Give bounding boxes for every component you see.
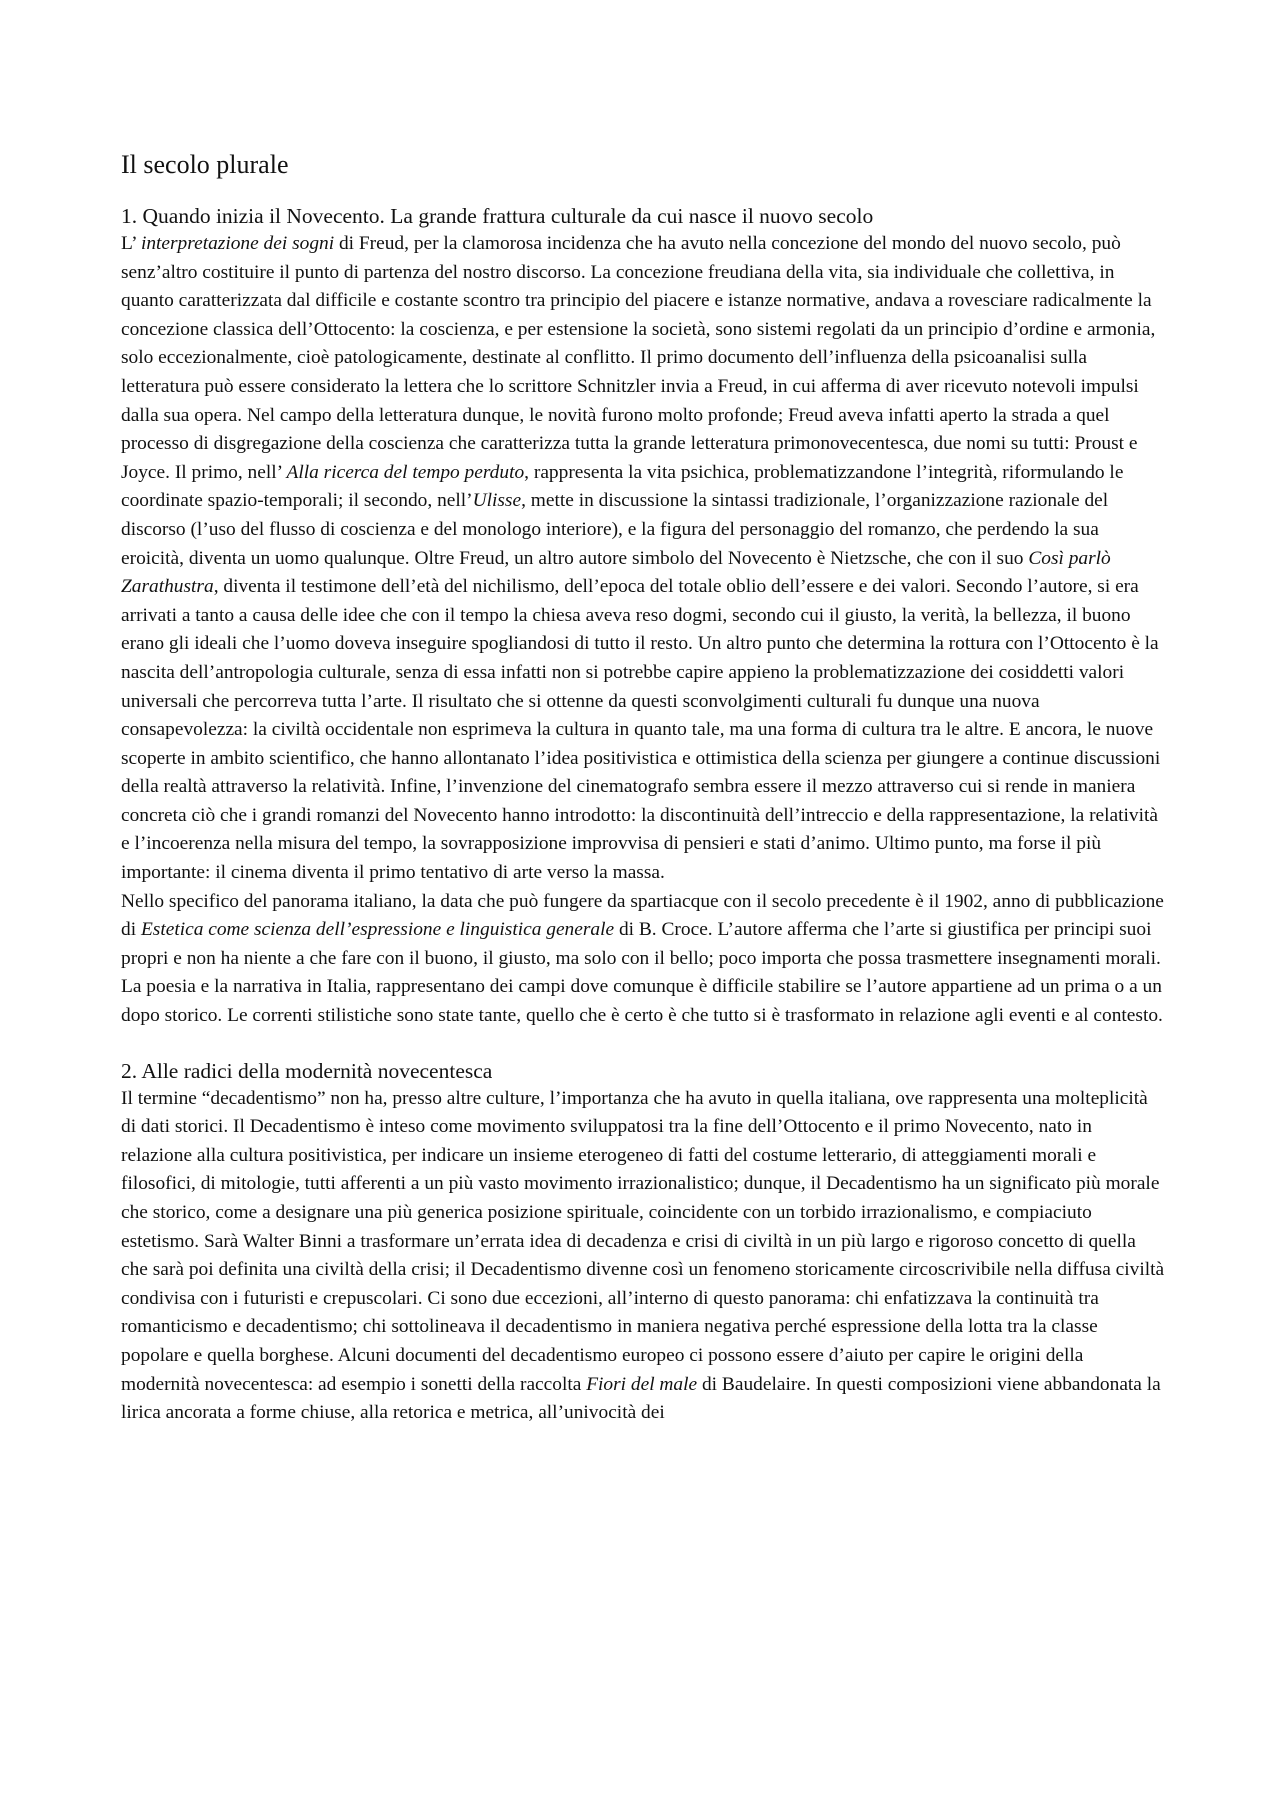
text-run: di Baudelaire. In questi composizioni viene abbandonata la lirica ancorata a forme chiuse, alla retorica e metrica, all’univocità dei xyxy=(121,1373,1161,1424)
text-run: , diventa il testimone dell’età del nichilismo, dell’epoca del totale oblio dell’essere e dei valori. Secondo l’autore, si era arrivati a tanto a causa delle idee che con il tempo la chiesa aveva reso dogmi, secondo cui il giusto, la verità, la bellezza, il buono erano gli ideali che l’uomo doveva inseguire spogliandosi di tutto il resto. Un altro punto che determina la rottura con l’Ottocento è la nascita dell’antropologia culturale, senza di essa infatti non si potrebbe capire appieno la problematizzazione dei cosiddetti valori universali che percorreva tutta l’arte. Il risultato che si ottenne da questi sconvolgimenti culturali fu dunque una nuova consapevolezza: la civiltà occidentale non esprimeva la cultura in quanto tale, ma una forma di cultura tra le altre. E ancora, le nuove scoperte in ambito scientifico, che hanno allontanato l’idea positivistica e ottimistica della scienza per giungere a continue discussioni della realtà attraverso la relatività. Infine, l’invenzione del cinematografo sembra essere il mezzo attraverso cui si rende in maniera concreta ciò che i grandi romanzi del Novecento hanno introdotto: la discontinuità dell’intreccio e della rappresentazione, la relatività e l’incoerenza nella misura del tempo, la sovrapposizione improvvisa di pensieri e stati d’animo. Ultimo punto, ma forse il più importante: il cinema diventa il primo tentativo di arte verso la massa. xyxy=(121,576,1161,884)
section-heading: 2. Alle radici della modernità novecentesca xyxy=(121,1058,493,1083)
document-page xyxy=(121,148,1166,1428)
section-heading: 1. Quando inizia il Novecento. La grande frattura culturale da cui nasce il nuovo secolo xyxy=(121,204,874,228)
section-paragraph xyxy=(121,1085,1166,1428)
text-run: L’ xyxy=(121,233,141,254)
text-run: , rappresenta la vita psichica, problematizzandone l’integrità, riformulando le coordinate spazio-temporali; il secondo, nell’ xyxy=(121,461,1124,512)
section-paragraph xyxy=(121,888,1166,1031)
italic-title: Fiori del male xyxy=(586,1373,698,1395)
section-2 xyxy=(121,1057,1166,1428)
italic-title: Ulisse xyxy=(472,490,522,512)
section-paragraph xyxy=(121,230,1166,888)
italic-title: Alla ricerca del tempo perduto xyxy=(286,461,525,483)
text-run: Nello specifico del panorama italiano, la data che può fungere da spartiacque con il secolo precedente è il 1902, anno di pubblicazione di xyxy=(121,890,1164,941)
section-1 xyxy=(121,202,1166,1031)
italic-title: Estetica come scienza dell’espressione e linguistica generale xyxy=(140,919,615,941)
text-run: Il termine “decadentismo” non ha, presso altre culture, l’importanza che ha avuto in quella italiana, ove rappresenta una molteplicità di dati storici. Il Decadentismo è inteso come movimento sviluppatosi tra la fine dell’Ottocento e il primo Novecento, nato in relazione alla cultura positivistica, per indicare un insieme eterogeneo di fatti del costume letterario, di atteggiamenti morali e filosofici, di mitologie, tutti afferenti a un più vasto movimento irrazionalistico; dunque, il Decadentismo ha un significato più morale che storico, come a designare una più generica posizione spirituale, coincidente con un torbido irrazionalismo, e compiaciuto estetismo. Sarà Walter Binni a trasformare un’errata idea di decadenza e crisi di civiltà in un più largo e rigoroso concetto di quella che sarà poi definita una civiltà della crisi; il Decadentismo divenne così un fenomeno storicamente circoscrivibile nella diffusa civiltà condivisa con i futuristi e crepuscolari. Ci sono due eccezioni, all’interno di questo panorama: chi enfatizzava la continuità tra romanticismo e decadentismo; chi sottolineava il decadentismo in maniera negativa perché espressione della lotta tra la classe popolare e quella borghese. Alcuni documenti del decadentismo europeo ci possono essere d’aiuto per capire le origini della modernità novecentesca: ad esempio i sonetti della raccolta xyxy=(121,1087,1165,1395)
text-run: di Freud, per la clamorosa incidenza che ha avuto nella concezione del mondo del nuovo secolo, può senz’altro costituire il punto di partenza del nostro discorso. La concezione freudiana della vita, sia individuale che collettiva, in quanto caratterizzata dal difficile e costante scontro tra principio del piacere e istanze normative, andava a rovesciare radicalmente la concezione classica dell’Ottocento: la coscienza, e per estensione la società, sono sistemi regolati da un principio d’ordine e armonia, solo eccezionalmente, cioè patologicamente, destinate al conflitto. Il primo documento dell’influenza della psicoanalisi sulla letteratura può essere considerato la lettera che lo scrittore Schnitzler invia a Freud, in cui afferma di aver ricevuto notevoli impulsi dalla sua opera. Nel campo della letteratura dunque, le novità furono molto profonde; Freud aveva infatti aperto la strada a quel processo di disgregazione della coscienza che caratterizza tutta la grande letteratura primonovecentesca, due nomi su tutti: Proust e Joyce. Il primo, nell’ xyxy=(121,233,1156,483)
text-run: , mette in discussione la sintassi tradizionale, l’organizzazione razionale del discorso (l’uso del flusso di coscienza e del monologo interiore), e la figura del personaggio del romanzo, che perdendo la sua eroicità, diventa un uomo qualunque. Oltre Freud, un altro autore simbolo del Novecento è Nietzsche, che con il suo xyxy=(121,490,1109,569)
text-run: di B. Croce. L’autore afferma che l’arte si giustifica per principi suoi propri e non ha niente a che fare con il buono, il giusto, ma solo con il bello; poco importa che possa trasmettere insegnamenti morali. La poesia e la narrativa in Italia, rappresentano dei campi dove comunque è difficile stabilire se l’autore appartiene ad un prima o a un dopo storico. Le correnti stilistiche sono state tante, quello che è certo è che tutto si è trasformato in relazione agli eventi e al contesto. xyxy=(121,919,1163,1027)
document-title: Il secolo plurale xyxy=(121,150,289,179)
italic-title: interpretazione dei sogni xyxy=(140,233,335,254)
italic-title: Così parlò Zarathustra xyxy=(121,547,1111,598)
